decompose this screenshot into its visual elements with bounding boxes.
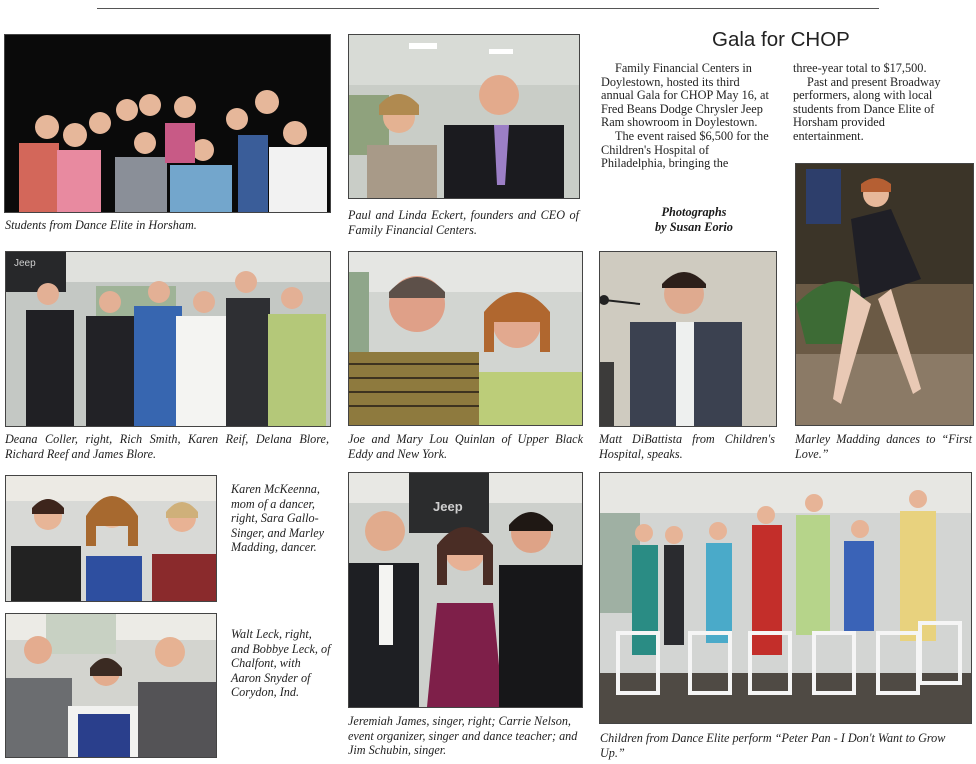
photo-credit — [636, 205, 752, 235]
photo-leck — [5, 613, 217, 758]
caption-marley: Marley Madding dances to “First Love.” — [795, 432, 972, 461]
caption-peterpan: Children from Dance Elite perform “Peter Pan - I Don't Want to Grow Up.” — [600, 731, 946, 760]
article-column-2 — [793, 62, 955, 144]
article-column-1 — [601, 62, 771, 171]
article-paragraph: Past and present Broadway performers, along with local students from Dance Elite of Horsham provided entertainment. — [793, 74, 941, 143]
photo-group — [5, 251, 331, 427]
credit-line: Photographs — [661, 205, 727, 219]
photo-marley — [795, 163, 974, 426]
photo-james — [348, 472, 583, 708]
credit-line: by Susan Eorio — [655, 220, 733, 234]
article-paragraph: The event raised $6,500 for the Children's Hospital of Philadelphia, bringing the — [601, 128, 769, 171]
caption-group: Deana Coller, right, Rich Smith, Karen Reif, Delana Blore, Richard Reef and James Blore. — [5, 432, 329, 461]
caption-james: Jeremiah James, singer, right; Carrie Nelson, event organizer, singer and dance teacher; and Jim Schubin, singer. — [348, 714, 578, 757]
article-paragraph: three-year total to $17,500. — [793, 61, 927, 75]
photo-peterpan — [599, 472, 972, 724]
caption-dibattista: Matt DiBattista from Children's Hospital, speaks. — [599, 432, 775, 461]
caption-leck: Walt Leck, right, and Bobbye Leck, of Chalfont, with Aaron Snyder of Corydon, Ind. — [231, 627, 331, 699]
jeep-sign-text: Jeep — [14, 258, 36, 269]
photo-eckert — [348, 34, 580, 199]
article-paragraph: Family Financial Centers in Doylestown, hosted its third annual Gala for CHOP May 16, at Fred Beans Dodge Chrysler Jeep Ram showroom in Doylestown. — [601, 61, 769, 130]
headline: Gala for CHOP — [712, 28, 850, 51]
photo-students — [4, 34, 331, 213]
jeep-sign-text: Jeep — [433, 499, 463, 514]
top-rule — [97, 8, 879, 9]
caption-eckert: Paul and Linda Eckert, founders and CEO of Family Financial Centers. — [348, 208, 579, 237]
photo-quinlan — [348, 251, 583, 426]
caption-quinlan: Joe and Mary Lou Quinlan of Upper Black Eddy and New York. — [348, 432, 583, 461]
caption-students: Students from Dance Elite in Horsham. — [5, 218, 197, 232]
caption-mckenna: Karen McKeenna, mom of a dancer, right, Sara Gallo-Singer, and Marley Madding, dancer. — [231, 482, 325, 554]
photo-mckenna — [5, 475, 217, 602]
photo-dibattista — [599, 251, 777, 427]
